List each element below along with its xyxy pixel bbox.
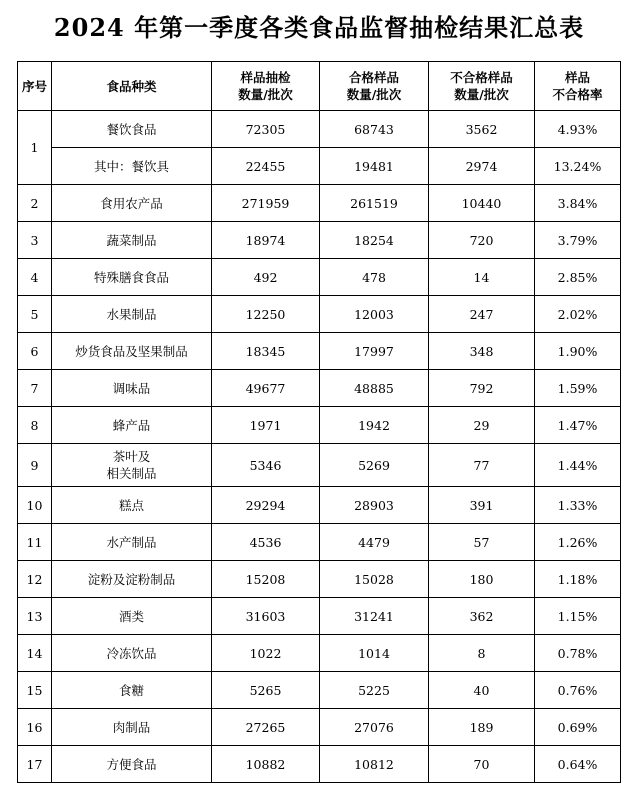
cell-failed: 8 (429, 635, 535, 672)
table-row (18, 444, 621, 487)
table-row (18, 598, 621, 635)
cell-sampled: 5346 (212, 444, 320, 487)
cell-passed: 31241 (320, 598, 429, 635)
cell-rate: 1.33% (535, 487, 621, 524)
cell-sampled: 10882 (212, 746, 320, 783)
cell-seq: 12 (18, 561, 52, 598)
cell-rate: 2.85% (535, 259, 621, 296)
cell-sampled: 1971 (212, 407, 320, 444)
cell-rate: 0.76% (535, 672, 621, 709)
cell-category: 肉制品 (52, 709, 212, 746)
cell-failed: 14 (429, 259, 535, 296)
cell-category: 酒类 (52, 598, 212, 635)
cell-failed: 57 (429, 524, 535, 561)
cell-passed: 12003 (320, 296, 429, 333)
cell-sampled: 22455 (212, 148, 320, 185)
cell-failed: 10440 (429, 185, 535, 222)
cell-passed: 5269 (320, 444, 429, 487)
table-row (18, 672, 621, 709)
cell-sampled: 27265 (212, 709, 320, 746)
cell-category: 冷冻饮品 (52, 635, 212, 672)
cell-seq: 2 (18, 185, 52, 222)
cell-failed: 362 (429, 598, 535, 635)
table-row (18, 259, 621, 296)
cell-category: 其中：餐饮具 (52, 148, 212, 185)
cell-failed: 348 (429, 333, 535, 370)
header-rate (535, 62, 621, 111)
header-sampled-line1: 样品抽检 (240, 70, 291, 85)
cell-seq: 8 (18, 407, 52, 444)
cell-rate: 4.93% (535, 111, 621, 148)
cell-seq: 17 (18, 746, 52, 783)
cell-sampled: 31603 (212, 598, 320, 635)
cell-passed: 18254 (320, 222, 429, 259)
cell-sampled: 12250 (212, 296, 320, 333)
cell-rate: 1.47% (535, 407, 621, 444)
table-row (18, 222, 621, 259)
cell-rate: 1.44% (535, 444, 621, 487)
header-rate-line1: 样品 (564, 70, 590, 85)
cell-passed: 19481 (320, 148, 429, 185)
table-header-row (18, 62, 621, 111)
cell-passed: 261519 (320, 185, 429, 222)
cell-rate: 1.59% (535, 370, 621, 407)
cell-passed: 28903 (320, 487, 429, 524)
cell-rate: 1.90% (535, 333, 621, 370)
table-row (18, 561, 621, 598)
cell-sampled: 492 (212, 259, 320, 296)
cell-seq: 5 (18, 296, 52, 333)
cell-seq: 6 (18, 333, 52, 370)
table-row (18, 370, 621, 407)
table-row (18, 296, 621, 333)
cell-category: 水果制品 (52, 296, 212, 333)
header-seq: 序号 (18, 62, 52, 111)
cell-failed: 247 (429, 296, 535, 333)
header-failed-line1: 不合格样品 (450, 70, 513, 85)
cell-failed: 70 (429, 746, 535, 783)
cell-passed: 15028 (320, 561, 429, 598)
cell-seq: 9 (18, 444, 52, 487)
cell-failed: 40 (429, 672, 535, 709)
header-category: 食品种类 (52, 62, 212, 111)
cell-category: 水产制品 (52, 524, 212, 561)
cell-category: 炒货食品及坚果制品 (52, 333, 212, 370)
cell-sampled: 18974 (212, 222, 320, 259)
cell-category: 蔬菜制品 (52, 222, 212, 259)
cell-failed: 180 (429, 561, 535, 598)
table-row (18, 185, 621, 222)
header-sampled (212, 62, 320, 111)
cell-category: 蜂产品 (52, 407, 212, 444)
cell-rate: 1.18% (535, 561, 621, 598)
cell-seq: 3 (18, 222, 52, 259)
cell-passed: 1942 (320, 407, 429, 444)
cell-passed: 5225 (320, 672, 429, 709)
table-row (18, 333, 621, 370)
cell-category: 糕点 (52, 487, 212, 524)
cell-sampled: 4536 (212, 524, 320, 561)
header-failed-line2: 数量/批次 (454, 87, 509, 102)
cell-category: 调味品 (52, 370, 212, 407)
header-passed (320, 62, 429, 111)
table-row (18, 407, 621, 444)
cell-passed: 48885 (320, 370, 429, 407)
cell-category: 淀粉及淀粉制品 (52, 561, 212, 598)
table-row (18, 111, 621, 148)
cell-passed: 10812 (320, 746, 429, 783)
cell-sampled: 1022 (212, 635, 320, 672)
cell-rate: 3.79% (535, 222, 621, 259)
cell-seq: 14 (18, 635, 52, 672)
table-row (18, 524, 621, 561)
cell-sampled: 29294 (212, 487, 320, 524)
header-sampled-line2: 数量/批次 (238, 87, 293, 102)
cell-category: 食糖 (52, 672, 212, 709)
cell-seq: 4 (18, 259, 52, 296)
table-row (18, 148, 621, 185)
cell-rate: 2.02% (535, 296, 621, 333)
cell-sampled: 15208 (212, 561, 320, 598)
cell-passed: 4479 (320, 524, 429, 561)
cell-failed: 720 (429, 222, 535, 259)
cell-category: 餐饮食品 (52, 111, 212, 148)
cell-failed: 391 (429, 487, 535, 524)
cell-rate: 3.84% (535, 185, 621, 222)
cell-sampled: 271959 (212, 185, 320, 222)
cell-category: 特殊膳食食品 (52, 259, 212, 296)
inspection-results-table (17, 61, 621, 783)
cell-rate: 13.24% (535, 148, 621, 185)
cell-seq: 16 (18, 709, 52, 746)
cell-category-line1: 茶叶及 (112, 449, 151, 464)
cell-category-line2: 相关制品 (106, 466, 157, 481)
cell-category: 食用农产品 (52, 185, 212, 222)
cell-rate: 0.69% (535, 709, 621, 746)
header-passed-line1: 合格样品 (348, 70, 399, 85)
cell-sampled: 18345 (212, 333, 320, 370)
cell-rate: 1.15% (535, 598, 621, 635)
table-row (18, 487, 621, 524)
cell-failed: 2974 (429, 148, 535, 185)
cell-rate: 1.26% (535, 524, 621, 561)
table-row (18, 746, 621, 783)
cell-rate: 0.78% (535, 635, 621, 672)
cell-sampled: 49677 (212, 370, 320, 407)
cell-sampled: 72305 (212, 111, 320, 148)
cell-failed: 189 (429, 709, 535, 746)
cell-passed: 478 (320, 259, 429, 296)
cell-category (52, 444, 212, 487)
cell-passed: 17997 (320, 333, 429, 370)
cell-seq: 1 (18, 111, 52, 185)
cell-failed: 3562 (429, 111, 535, 148)
header-failed (429, 62, 535, 111)
cell-seq: 11 (18, 524, 52, 561)
table-row (18, 635, 621, 672)
header-rate-line2: 不合格率 (552, 87, 603, 102)
cell-seq: 7 (18, 370, 52, 407)
cell-seq: 15 (18, 672, 52, 709)
cell-failed: 29 (429, 407, 535, 444)
cell-seq: 13 (18, 598, 52, 635)
cell-rate: 0.64% (535, 746, 621, 783)
cell-seq: 10 (18, 487, 52, 524)
cell-category: 方便食品 (52, 746, 212, 783)
header-passed-line2: 数量/批次 (346, 87, 402, 102)
cell-sampled: 5265 (212, 672, 320, 709)
cell-failed: 77 (429, 444, 535, 487)
cell-failed: 792 (429, 370, 535, 407)
cell-passed: 68743 (320, 111, 429, 148)
page-title: 2024 年第一季度各类食品监督抽检结果汇总表 (53, 13, 585, 42)
cell-passed: 27076 (320, 709, 429, 746)
table-row (18, 709, 621, 746)
cell-passed: 1014 (320, 635, 429, 672)
